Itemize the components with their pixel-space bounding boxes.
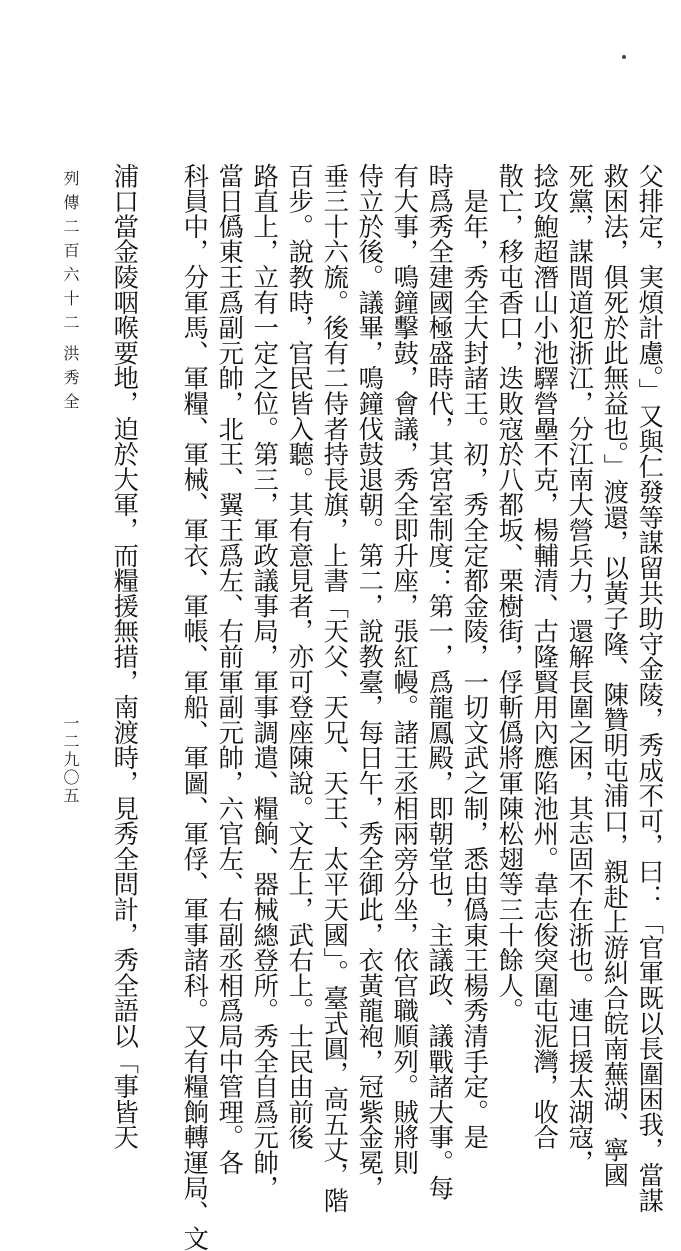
text-column-7: 時爲秀全建國極盛時代，其宮室制度：第一，爲龍鳳殿，即朝堂也，主議政、議戰諸大事。每 — [425, 163, 455, 1201]
text-column-6: 是年，秀全大封諸王。初，秀全定都金陵，一切文武之制，悉由僞東王楊秀清手定。是 — [460, 163, 490, 1150]
text-column-8: 有大事，鳴鐘擊鼓，會議，秀全即升座，張紅幔。諸王丞相兩旁分坐，依官職順列。賊將則 — [390, 163, 420, 1175]
text-column-11: 百步。說教時，官民皆入聽。其有意見者，亦可登座陳說。文左上，武右上。士民由前後 — [285, 163, 315, 1150]
text-column-5: 散亡，移屯香口，迭敗寇於八都坂、栗樹街，俘斬僞將軍陳松翅等三十餘人。 — [495, 163, 525, 1024]
page-number: 一二九〇五 — [61, 715, 80, 805]
ink-speck — [622, 55, 626, 59]
running-head-name: 洪秀全 — [61, 345, 80, 417]
text-column-top: 浦口當金陵咽喉要地，迫於大軍，而糧援無措，南渡時，見秀全問計，秀全語以「事皆天 — [110, 163, 140, 1150]
running-head-chapter: 列傳二百六十二 — [61, 170, 80, 338]
text-column-3: 死黨，謀間道犯浙江，分江南大營兵力，還解長圍之困，其志固不在浙也。連日援太湖寇， — [565, 163, 595, 1175]
text-column-2: 救困法，俱死於此無益也。」渡還，以黃子隆、陳贊明屯浦口，親赴上游糾合皖南蕪湖、寧國 — [600, 163, 630, 1188]
text-column-4: 捻攻鮑超潛山小池驛營壘不克，楊輔清、古隆賢用內應陷池州。韋志俊突圍屯泥灣，收合 — [530, 163, 560, 1150]
text-column-12: 路直上，立有一定之位。第三，軍政議事局，軍事調遣、糧餉、器械總登所。秀全自爲元帥， — [250, 163, 280, 1201]
text-column-14: 科員中，分軍馬、軍糧、軍械、軍衣、軍帳、軍船、軍圖、軍俘、軍事諸科。又有糧餉轉運局、文 — [180, 163, 210, 1251]
text-column-13: 當日僞東王爲副元帥，北王、翼王爲左、右前軍副元帥，六官左、右副丞相爲局中管理。各 — [215, 163, 245, 1175]
text-column-1: 父排定，実煩計慮。」又與仁發等謀留共助守金陵，秀成不可，曰：「官軍既以長圍困我，當謀 — [635, 163, 665, 1213]
text-column-9: 侍立於後。議畢，鳴鐘伐鼓退朝。第二，說教臺，每日午，秀全御此，衣黃龍袍，冠紫金冕， — [355, 163, 385, 1201]
text-column-10: 垂三十六旒。後有二侍者持長旗，上書「天父、天兄、天王、太平天國」。臺式圓，高五丈，階 — [320, 163, 350, 1213]
